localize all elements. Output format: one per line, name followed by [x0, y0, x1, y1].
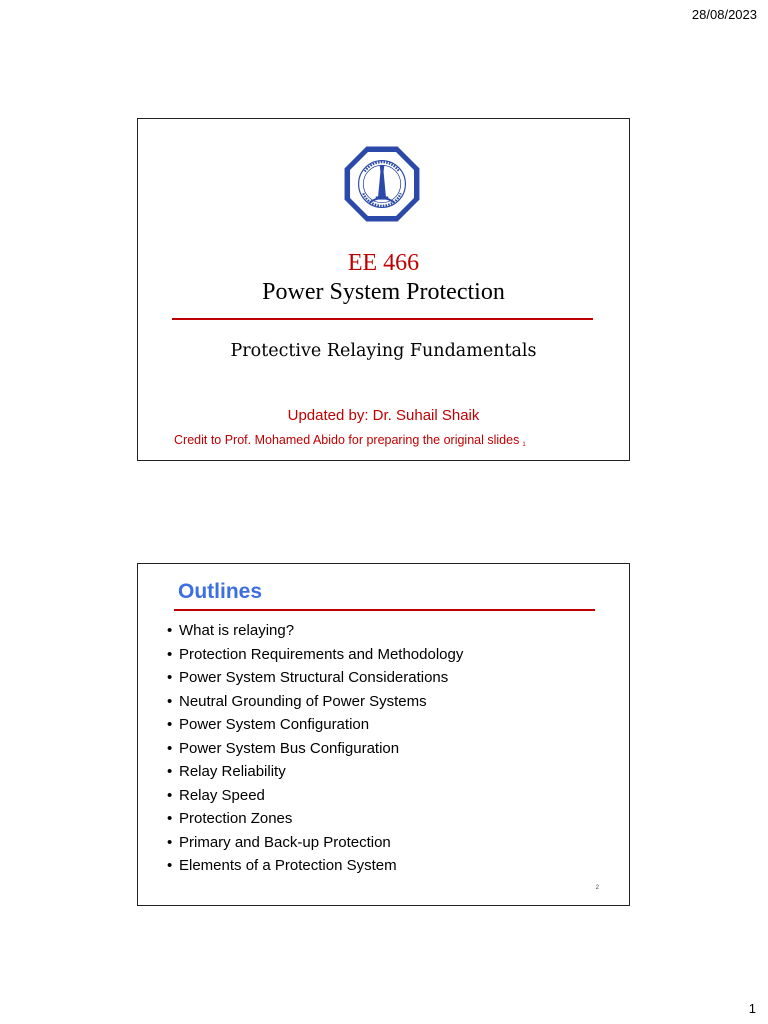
credit-text: Credit to Prof. Mohamed Abido for preparing the original slides — [174, 433, 520, 447]
list-item — [167, 760, 463, 784]
list-item-label: What is relaying? — [179, 622, 295, 639]
outlines-divider — [174, 609, 595, 611]
print-date: 28/08/2023 — [691, 7, 757, 22]
list-item — [167, 807, 463, 831]
title-divider — [172, 318, 593, 320]
list-item-label: Power System Structural Considerations — [179, 669, 449, 686]
bullet-icon: • — [167, 669, 173, 686]
bullet-icon: • — [167, 645, 173, 663]
list-item — [167, 619, 463, 643]
list-item-label: Power System Configuration — [179, 716, 370, 733]
list-item — [167, 854, 463, 878]
university-seal-icon — [343, 145, 421, 223]
list-item — [167, 713, 463, 737]
title-slide — [137, 118, 630, 461]
list-item — [167, 737, 463, 761]
list-item-label: Protection Zones — [179, 810, 293, 827]
bullet-icon: • — [167, 810, 173, 827]
slide-number: 2 — [595, 885, 599, 891]
list-item-label: Neutral Grounding of Power Systems — [179, 692, 427, 710]
bullet-icon: • — [167, 833, 173, 851]
outline-list — [167, 619, 463, 878]
list-item-label: Protection Requirements and Methodology — [179, 645, 464, 663]
bullet-icon: • — [167, 857, 173, 874]
bullet-icon: • — [167, 716, 173, 733]
slide-number: 1 — [522, 442, 526, 448]
list-item-label: Relay Reliability — [179, 763, 286, 780]
list-item — [167, 831, 463, 855]
list-item-label: Power System Bus Configuration — [179, 739, 400, 757]
outlines-slide — [137, 563, 630, 906]
course-code: EE 466 — [347, 250, 420, 276]
bullet-icon: • — [167, 763, 173, 780]
course-title: Power System Protection — [262, 279, 505, 305]
bullet-icon: • — [167, 739, 173, 757]
slide-subtitle: Protective Relaying Fundamentals — [230, 341, 537, 361]
list-item — [167, 643, 463, 667]
list-item — [167, 690, 463, 714]
list-item — [167, 666, 463, 690]
page-number: 1 — [748, 1001, 756, 1016]
credit-line — [174, 433, 526, 448]
updated-by: Updated by: Dr. Suhail Shaik — [287, 407, 480, 424]
outlines-heading: Outlines — [178, 580, 263, 603]
list-item-label: Relay Speed — [179, 786, 265, 804]
bullet-icon: • — [167, 786, 173, 804]
list-item-label: Elements of a Protection System — [179, 857, 397, 874]
bullet-icon: • — [167, 622, 173, 639]
list-item-label: Primary and Back-up Protection — [179, 833, 391, 851]
bullet-icon: • — [167, 692, 173, 710]
list-item — [167, 784, 463, 808]
